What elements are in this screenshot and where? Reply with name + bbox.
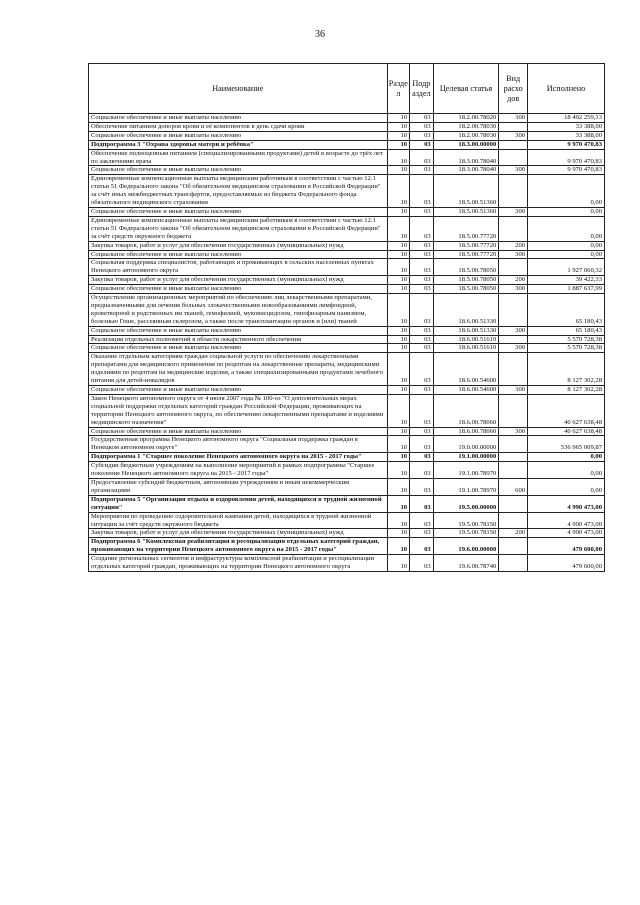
cell-target: 18.6.00.78060 xyxy=(433,427,499,436)
cell-name: Обеспечение полноценным питанием (специализированными продуктами) детей в возрасте до трёх лет по заключению врача xyxy=(89,149,388,166)
cell-podrazdel: 03 xyxy=(410,344,434,353)
table-row xyxy=(89,335,605,344)
cell-podrazdel: 03 xyxy=(410,353,434,386)
cell-podrazdel: 03 xyxy=(410,529,434,538)
cell-razdel: 10 xyxy=(387,386,410,395)
cell-executed: 8 127 302,28 xyxy=(528,386,605,395)
cell-target: 19.6.00.00000 xyxy=(433,538,499,555)
cell-podrazdel: 03 xyxy=(410,122,434,131)
cell-executed: 1 927 060,32 xyxy=(528,259,605,276)
cell-razdel: 10 xyxy=(387,140,410,149)
cell-name: Обеспечение питанием доноров крови и её компонентов в день сдачи крови xyxy=(89,122,388,131)
cell-target: 19.1.00.78970 xyxy=(433,462,499,479)
cell-razdel: 10 xyxy=(387,478,410,495)
cell-razdel: 10 xyxy=(387,131,410,140)
cell-razdel: 10 xyxy=(387,326,410,335)
cell-executed: 4 990 473,00 xyxy=(528,495,605,512)
cell-executed: 0,00 xyxy=(528,207,605,216)
table-row xyxy=(89,386,605,395)
cell-name: Подпрограмма 1 "Старшее поколение Ненецкого автономного округа на 2015 - 2017 годы" xyxy=(89,453,388,462)
cell-razdel: 10 xyxy=(387,538,410,555)
page-number: 36 xyxy=(315,29,325,40)
cell-target: 19.5.00.78150 xyxy=(433,512,499,529)
cell-razdel: 10 xyxy=(387,344,410,353)
header-podrazdel: Подр аздел xyxy=(410,64,434,114)
cell-executed: 1 887 637,99 xyxy=(528,285,605,294)
cell-vid xyxy=(499,216,528,241)
cell-name: Социальное обеспечение и иные выплаты населению xyxy=(89,285,388,294)
table-row xyxy=(89,512,605,529)
cell-vid xyxy=(499,512,528,529)
cell-vid xyxy=(499,555,528,572)
cell-razdel: 10 xyxy=(387,122,410,131)
cell-executed: 9 970 470,83 xyxy=(528,140,605,149)
cell-target: 19.0.00.00000 xyxy=(433,436,499,453)
cell-podrazdel: 03 xyxy=(410,294,434,327)
cell-vid xyxy=(499,462,528,479)
cell-podrazdel: 03 xyxy=(410,259,434,276)
cell-target: 19.5.00.00000 xyxy=(433,495,499,512)
cell-name: Государственная программа Ненецкого автономного округа "Социальная поддержка граждан в Ненецком автономном округе" xyxy=(89,436,388,453)
cell-target: 19.1.00.78970 xyxy=(433,478,499,495)
cell-executed: 0,00 xyxy=(528,462,605,479)
cell-target: 18.6.00.51330 xyxy=(433,294,499,327)
table-row xyxy=(89,149,605,166)
cell-name: Осуществление организационных мероприятий по обеспечению лиц лекарственными препаратами, предназначенными для лечения больных злокачественными новообразованиями лимфоидной, кроветворной и родственных им тканей, гемофилией, муковисцидозом, гипофизарным нанизмом, болезнью Гоше, рассеянным склерозом, а также после трансплантации органов и (или) тканей xyxy=(89,294,388,327)
table-row xyxy=(89,462,605,479)
cell-vid: 300 xyxy=(499,326,528,335)
cell-vid xyxy=(499,495,528,512)
cell-executed: 4 990 473,00 xyxy=(528,512,605,529)
cell-vid: 300 xyxy=(499,344,528,353)
cell-vid xyxy=(499,394,528,427)
cell-name: Создание региональных сегментов и инфраструктуры комплексной реабилитации и ресоциализации отдельных категорий граждан, проживающих на территории Ненецкого автономного округа xyxy=(89,555,388,572)
cell-vid: 300 xyxy=(499,207,528,216)
cell-razdel: 10 xyxy=(387,276,410,285)
cell-podrazdel: 03 xyxy=(410,495,434,512)
cell-vid xyxy=(499,353,528,386)
cell-vid xyxy=(499,335,528,344)
cell-podrazdel: 03 xyxy=(410,538,434,555)
cell-razdel: 10 xyxy=(387,250,410,259)
cell-target: 18.2.00.78030 xyxy=(433,122,499,131)
cell-target: 18.2.00.78020 xyxy=(433,114,499,123)
cell-vid xyxy=(499,538,528,555)
cell-executed: 479 600,00 xyxy=(528,538,605,555)
cell-target: 19.1.00.00000 xyxy=(433,453,499,462)
cell-executed: 0,00 xyxy=(528,478,605,495)
table-row xyxy=(89,495,605,512)
cell-name: Социальное обеспечение и иные выплаты населению xyxy=(89,326,388,335)
cell-razdel: 10 xyxy=(387,241,410,250)
cell-razdel: 10 xyxy=(387,462,410,479)
cell-vid: 300 xyxy=(499,386,528,395)
cell-podrazdel: 03 xyxy=(410,512,434,529)
cell-name: Закон Ненецкого автономного округа от 4 июля 2007 года № 100-оз "О дополнительных мерах социальной поддержки отдельных категорий граждан Российской Федерации, проживающих на территории Ненецкого автономного округа, по обеспечению лекарственными препаратами и изделиями медицинского назначения" xyxy=(89,394,388,427)
cell-name: Социальное обеспечение и иные выплаты населению xyxy=(89,166,388,175)
table-row xyxy=(89,285,605,294)
cell-executed: 39 422,33 xyxy=(528,276,605,285)
cell-target: 18.6.00.78060 xyxy=(433,394,499,427)
cell-podrazdel: 03 xyxy=(410,285,434,294)
cell-podrazdel: 03 xyxy=(410,131,434,140)
cell-razdel: 10 xyxy=(387,495,410,512)
table-row xyxy=(89,453,605,462)
table-row xyxy=(89,478,605,495)
cell-podrazdel: 03 xyxy=(410,114,434,123)
cell-name: Закупка товаров, работ и услуг для обеспечения государственных (муниципальных) нужд xyxy=(89,529,388,538)
cell-target: 18.5.00.78050 xyxy=(433,285,499,294)
cell-razdel: 10 xyxy=(387,259,410,276)
cell-executed: 0,00 xyxy=(528,216,605,241)
cell-executed: 0,00 xyxy=(528,175,605,208)
cell-name: Социальная поддержка специалистов, работающих и проживающих в сельских населенных пунктах Ненецкого автономного округа xyxy=(89,259,388,276)
table-row xyxy=(89,276,605,285)
table-row xyxy=(89,344,605,353)
cell-target: 18.6.00.51610 xyxy=(433,344,499,353)
cell-podrazdel: 03 xyxy=(410,335,434,344)
cell-vid: 300 xyxy=(499,285,528,294)
table-row xyxy=(89,216,605,241)
cell-vid xyxy=(499,259,528,276)
cell-executed: 40 627 638,48 xyxy=(528,394,605,427)
table-row xyxy=(89,131,605,140)
table-row xyxy=(89,122,605,131)
cell-executed: 8 127 302,28 xyxy=(528,353,605,386)
table-row xyxy=(89,427,605,436)
cell-vid xyxy=(499,453,528,462)
cell-executed: 65 180,43 xyxy=(528,294,605,327)
cell-vid xyxy=(499,140,528,149)
cell-target: 18.5.00.77720 xyxy=(433,250,499,259)
cell-razdel: 10 xyxy=(387,335,410,344)
cell-vid xyxy=(499,122,528,131)
cell-name: Социальное обеспечение и иные выплаты населению xyxy=(89,344,388,353)
cell-podrazdel: 03 xyxy=(410,216,434,241)
cell-podrazdel: 03 xyxy=(410,555,434,572)
header-name: Наименование xyxy=(89,64,388,114)
cell-executed: 0,00 xyxy=(528,453,605,462)
cell-name: Мероприятия по проведению оздоровительной кампании детей, находящихся в трудной жизненной ситуации за счёт средств окружного бюджета xyxy=(89,512,388,529)
cell-target: 19.6.00.78740 xyxy=(433,555,499,572)
cell-target: 18.5.00.78050 xyxy=(433,276,499,285)
cell-name: Субсидии бюджетным учреждениям на выполнение мероприятий в рамках подпрограммы "Старшее поколение Ненецкого автономного округа на 2015 - 2017 годы" xyxy=(89,462,388,479)
table-row xyxy=(89,114,605,123)
header-vid: Вид расхо дов xyxy=(499,64,528,114)
cell-podrazdel: 03 xyxy=(410,140,434,149)
cell-executed: 18 492 259,13 xyxy=(528,114,605,123)
cell-executed: 33 388,00 xyxy=(528,131,605,140)
table-row xyxy=(89,555,605,572)
cell-target: 18.6.00.51330 xyxy=(433,326,499,335)
cell-podrazdel: 03 xyxy=(410,478,434,495)
cell-executed: 33 388,00 xyxy=(528,122,605,131)
cell-razdel: 10 xyxy=(387,427,410,436)
cell-razdel: 10 xyxy=(387,353,410,386)
cell-executed: 9 970 470,83 xyxy=(528,149,605,166)
table-row xyxy=(89,166,605,175)
cell-podrazdel: 03 xyxy=(410,436,434,453)
header-razdel: Разде л xyxy=(387,64,410,114)
cell-name: Закупка товаров, работ и услуг для обеспечения государственных (муниципальных) нужд xyxy=(89,241,388,250)
cell-vid: 200 xyxy=(499,529,528,538)
cell-executed: 0,00 xyxy=(528,241,605,250)
cell-target: 18.5.00.77720 xyxy=(433,216,499,241)
cell-podrazdel: 03 xyxy=(410,250,434,259)
cell-executed: 4 990 473,00 xyxy=(528,529,605,538)
table-row xyxy=(89,436,605,453)
cell-vid: 300 xyxy=(499,114,528,123)
cell-name: Социальное обеспечение и иные выплаты населению xyxy=(89,131,388,140)
cell-vid xyxy=(499,149,528,166)
cell-podrazdel: 03 xyxy=(410,394,434,427)
cell-name: Подпрограмма 5 "Организация отдыха и оздоровления детей, находящихся в трудной жизненной ситуации" xyxy=(89,495,388,512)
cell-razdel: 10 xyxy=(387,529,410,538)
cell-podrazdel: 03 xyxy=(410,386,434,395)
cell-razdel: 10 xyxy=(387,555,410,572)
cell-razdel: 10 xyxy=(387,216,410,241)
cell-target: 18.3.00.00000 xyxy=(433,140,499,149)
table-row xyxy=(89,259,605,276)
cell-podrazdel: 03 xyxy=(410,427,434,436)
cell-name: Социальное обеспечение и иные выплаты населению xyxy=(89,250,388,259)
cell-podrazdel: 03 xyxy=(410,241,434,250)
cell-name: Социальное обеспечение и иные выплаты населению xyxy=(89,427,388,436)
cell-target: 18.6.00.54600 xyxy=(433,386,499,395)
cell-executed: 9 970 470,83 xyxy=(528,166,605,175)
cell-podrazdel: 03 xyxy=(410,149,434,166)
cell-name: Подпрограмма 3 "Охрана здоровья матери и ребёнка" xyxy=(89,140,388,149)
cell-name: Реализация отдельных полномочий в области лекарственного обеспечения xyxy=(89,335,388,344)
table-row xyxy=(89,538,605,555)
cell-vid xyxy=(499,294,528,327)
table-row xyxy=(89,394,605,427)
cell-razdel: 10 xyxy=(387,166,410,175)
cell-target: 19.5.00.78150 xyxy=(433,529,499,538)
cell-vid: 300 xyxy=(499,250,528,259)
cell-name: Предоставление субсидий бюджетным, автономным учреждениям и иным некоммерческим организациям xyxy=(89,478,388,495)
cell-target: 18.5.00.51360 xyxy=(433,175,499,208)
table-row xyxy=(89,326,605,335)
table-row xyxy=(89,241,605,250)
cell-name: Социальное обеспечение и иные выплаты населению xyxy=(89,114,388,123)
header-target: Целевая статья xyxy=(433,64,499,114)
cell-executed: 5 570 728,38 xyxy=(528,335,605,344)
cell-razdel: 10 xyxy=(387,149,410,166)
cell-vid: 300 xyxy=(499,166,528,175)
table-row xyxy=(89,529,605,538)
cell-podrazdel: 03 xyxy=(410,175,434,208)
cell-name: Оказание отдельным категориям граждан социальной услуги по обеспечению лекарственными препаратами для медицинского применения по рецептам на лекарственные препараты, медицинскими изделиями по рецептам на медицинские изделия, а также специализированными продуктами лечебного питания для детей-инвалидов xyxy=(89,353,388,386)
cell-podrazdel: 03 xyxy=(410,453,434,462)
cell-vid: 300 xyxy=(499,427,528,436)
cell-target: 18.3.00.78040 xyxy=(433,166,499,175)
cell-vid xyxy=(499,175,528,208)
cell-target: 18.5.00.78050 xyxy=(433,259,499,276)
cell-target: 18.5.00.77720 xyxy=(433,241,499,250)
table-row xyxy=(89,175,605,208)
cell-executed: 479 600,00 xyxy=(528,555,605,572)
table-row xyxy=(89,140,605,149)
table-row xyxy=(89,294,605,327)
cell-name: Социальное обеспечение и иные выплаты населению xyxy=(89,386,388,395)
cell-razdel: 10 xyxy=(387,114,410,123)
table-row xyxy=(89,353,605,386)
cell-name: Единовременные компенсационные выплаты медицинским работникам в соответствии с частью 12.1 статьи 51 Федерального закона "Об обязательном медицинском страховании в Российской Федерации" за счёт иных межбюджетных трансфертов, предоставляемых из бюджета Федерального фонда обязательного медицинского страхования xyxy=(89,175,388,208)
table-row xyxy=(89,250,605,259)
cell-razdel: 10 xyxy=(387,175,410,208)
cell-podrazdel: 03 xyxy=(410,326,434,335)
cell-razdel: 10 xyxy=(387,285,410,294)
header-executed: Исполнено xyxy=(528,64,605,114)
cell-vid: 200 xyxy=(499,276,528,285)
cell-vid: 300 xyxy=(499,131,528,140)
table-header-row xyxy=(89,64,605,114)
cell-razdel: 10 xyxy=(387,453,410,462)
cell-target: 18.2.00.78030 xyxy=(433,131,499,140)
table-body xyxy=(89,114,605,572)
cell-razdel: 10 xyxy=(387,436,410,453)
cell-podrazdel: 03 xyxy=(410,166,434,175)
cell-executed: 536 965 009,87 xyxy=(528,436,605,453)
table-row xyxy=(89,207,605,216)
cell-executed: 40 627 638,48 xyxy=(528,427,605,436)
cell-name: Подпрограмма 6 "Комплексная реабилитация и ресоциализация отдельных категорий граждан, проживающих на территории Ненецкого автономного округа на 2015 - 2017 годы" xyxy=(89,538,388,555)
cell-vid xyxy=(499,436,528,453)
cell-razdel: 10 xyxy=(387,294,410,327)
cell-vid: 200 xyxy=(499,241,528,250)
cell-name: Единовременные компенсационные выплаты медицинским работникам в соответствии с частью 12.1 статьи 51 Федерального закона "Об обязательном медицинском страховании в Российской Федерации" за счёт средств окружного бюджета xyxy=(89,216,388,241)
cell-target: 18.3.00.78040 xyxy=(433,149,499,166)
cell-razdel: 10 xyxy=(387,207,410,216)
cell-executed: 5 570 728,38 xyxy=(528,344,605,353)
cell-name: Социальное обеспечение и иные выплаты населению xyxy=(89,207,388,216)
cell-razdel: 10 xyxy=(387,512,410,529)
cell-target: 18.5.00.51360 xyxy=(433,207,499,216)
cell-razdel: 10 xyxy=(387,394,410,427)
cell-vid: 600 xyxy=(499,478,528,495)
cell-target: 18.6.00.54600 xyxy=(433,353,499,386)
cell-name: Закупка товаров, работ и услуг для обеспечения государственных (муниципальных) нужд xyxy=(89,276,388,285)
cell-podrazdel: 03 xyxy=(410,276,434,285)
cell-podrazdel: 03 xyxy=(410,207,434,216)
cell-executed: 0,00 xyxy=(528,250,605,259)
cell-executed: 65 180,43 xyxy=(528,326,605,335)
budget-table xyxy=(88,63,605,572)
cell-podrazdel: 03 xyxy=(410,462,434,479)
cell-target: 18.6.00.51610 xyxy=(433,335,499,344)
